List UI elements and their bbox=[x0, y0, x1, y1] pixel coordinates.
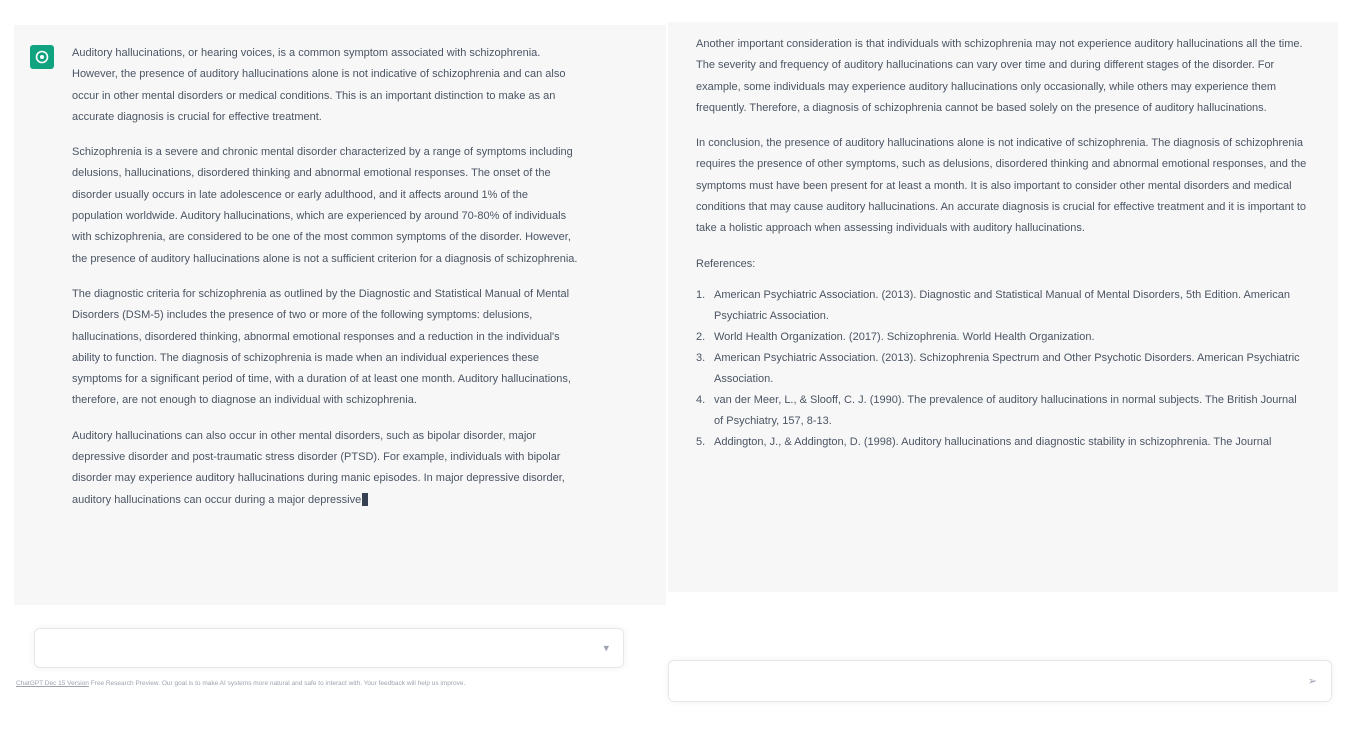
assistant-message-text bbox=[696, 34, 1308, 453]
chat-input[interactable] bbox=[34, 628, 624, 668]
reference-text: van der Meer, L., & Slooff, C. J. (1990). The prevalence of auditory hallucinations in normal subjects. The British Journal of Psychiatry, 157, 8-13. bbox=[714, 393, 1297, 427]
reference-text: World Health Organization. (2017). Schizophrenia. World Health Organization. bbox=[714, 330, 1095, 343]
message-paragraph: Auditory hallucinations, or hearing voices, is a common symptom associated with schizophrenia. However, the presence of auditory hallucinations alone is not indicative of schizophrenia and can also occur in other mental disorders or medical conditions. This is an important distinction to make as an accurate diagnosis is crucial for effective treatment. bbox=[72, 47, 566, 123]
typing-cursor bbox=[362, 493, 368, 506]
reference-item: 2. World Health Organization. (2017). Schizophrenia. World Health Organization. bbox=[696, 327, 1308, 348]
reference-item: 5. Addington, J., & Addington, D. (1998). Auditory hallucinations and diagnostic stability in schizophrenia. The Journal bbox=[696, 432, 1308, 453]
openai-logo-icon bbox=[34, 49, 50, 65]
message-paragraph: Another important consideration is that individuals with schizophrenia may not experience auditory hallucinations all the time. The severity and frequency of auditory hallucinations can vary over time and during different stages of the disorder. For example, some individuals may experience auditory hallucinations only occasionally, while others may experience them frequently. Therefore, a diagnosis of schizophrenia cannot be based solely on the presence of auditory hallucinations. bbox=[696, 38, 1303, 114]
chat-input[interactable] bbox=[668, 660, 1332, 702]
message-paragraph: Schizophrenia is a severe and chronic mental disorder characterized by a range of symptoms including delusions, hallucinations, disordered thinking and abnormal emotional responses. The onset of the disorder usually occurs in late adolescence or early adulthood, and it affects around 1% of the population worldwide. Auditory hallucinations, which are experienced by around 70-80% of individuals with schizophrenia, are considered to be one of the most common symptoms of the disorder. However, the presence of auditory hallucinations alone is not a sufficient criterion for a diagnosis of schizophrenia. bbox=[72, 146, 578, 265]
reference-text: American Psychiatric Association. (2013). Diagnostic and Statistical Manual of Mental Disorders, 5th Edition. American Psychiatric Association. bbox=[714, 288, 1290, 322]
reference-text: Addington, J., & Addington, D. (1998). Auditory hallucinations and diagnostic stability in schizophrenia. The Journal bbox=[714, 435, 1272, 448]
reference-item: 4. van der Meer, L., & Slooff, C. J. (1990). The prevalence of auditory hallucinations in normal subjects. The British Journal of Psychiatry, 157, 8-13. bbox=[696, 390, 1308, 432]
message-paragraph: In conclusion, the presence of auditory hallucinations alone is not indicative of schizophrenia. The diagnosis of schizophrenia requires the presence of other symptoms, such as delusions, disordered thinking and abnormal emotional responses, and the symptoms must have been present for at least a month. It is also important to consider other mental disorders and medical conditions that may cause auditory hallucinations. An accurate diagnosis is crucial for effective treatment and it is important to take a holistic approach when assessing individuals with auditory hallucinations. bbox=[696, 137, 1307, 235]
assistant-message-left bbox=[14, 25, 666, 605]
references-list bbox=[696, 285, 1308, 453]
assistant-message-right bbox=[668, 22, 1338, 592]
message-paragraph-text: Auditory hallucinations can also occur in other mental disorders, such as bipolar disorder, major depressive disorder and post-traumatic stress disorder (PTSD). For example, individuals with bipolar disorder may experience auditory hallucinations during manic episodes. In major depressive disorder, auditory hallucinations can occur during a major depressive bbox=[72, 429, 565, 506]
send-icon[interactable]: ▾ bbox=[603, 642, 609, 655]
reference-text: American Psychiatric Association. (2013). Schizophrenia Spectrum and Other Psychotic Disorders. American Psychiatric Association. bbox=[714, 351, 1300, 385]
assistant-message-text bbox=[72, 43, 580, 525]
version-link[interactable]: ChatGPT Dec 15 Version bbox=[16, 680, 89, 687]
footer-note bbox=[16, 680, 646, 687]
reference-item: 3. American Psychiatric Association. (2013). Schizophrenia Spectrum and Other Psychotic Disorders. American Psychiatric Association. bbox=[696, 348, 1308, 390]
send-icon[interactable]: ➢ bbox=[1307, 675, 1317, 688]
references-label: References: bbox=[696, 257, 756, 270]
assistant-avatar bbox=[30, 45, 54, 69]
footer-text: Free Research Preview. Our goal is to make AI systems more natural and safe to interact with. Your feedback will help us improve. bbox=[90, 680, 466, 687]
reference-item: 1. American Psychiatric Association. (2013). Diagnostic and Statistical Manual of Mental Disorders, 5th Edition. American Psychiatric Association. bbox=[696, 285, 1308, 327]
message-paragraph bbox=[72, 426, 580, 511]
message-paragraph: The diagnostic criteria for schizophrenia as outlined by the Diagnostic and Statistical Manual of Mental Disorders (DSM-5) includes the presence of two or more of the following symptoms: delusions, hallucinations, disordered thinking, abnormal emotional responses and a reduction in the individual's ability to function. The diagnosis of schizophrenia is made when an individual experiences these symptoms for a significant period of time, with a duration of at least one month. Auditory hallucinations, therefore, are not enough to diagnose an individual with schizophrenia. bbox=[72, 287, 571, 407]
